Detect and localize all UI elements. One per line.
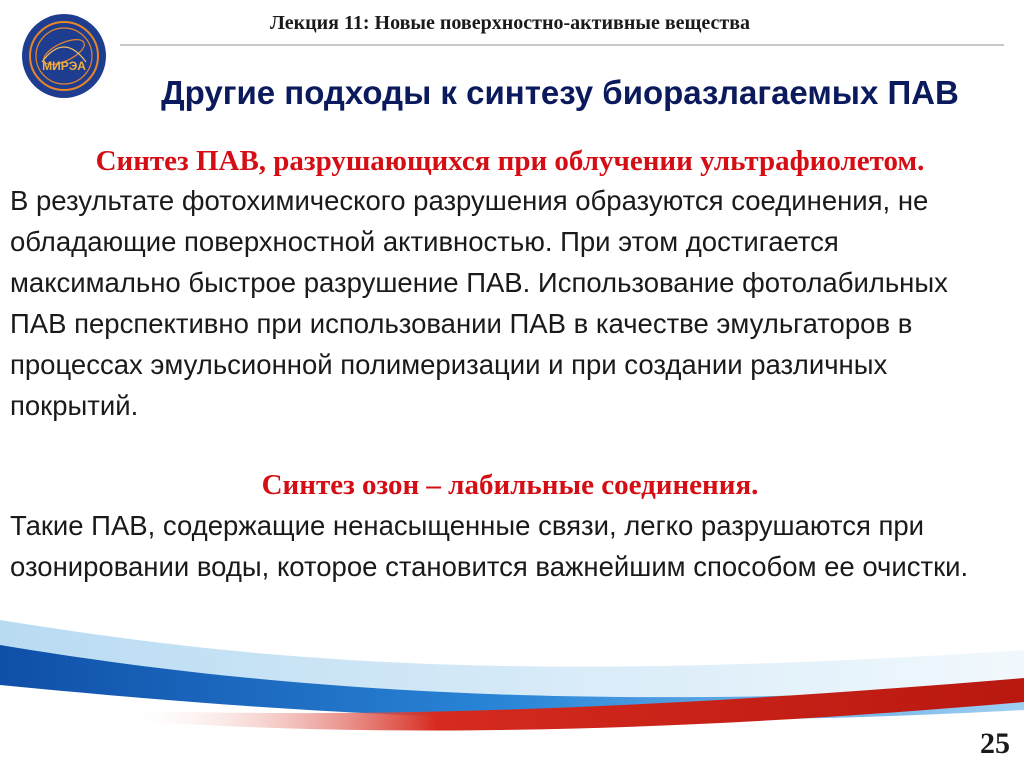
page-number: 25 [980, 727, 1010, 760]
section-heading: Синтез ПАВ, разрушающихся при облучении ультрафиолетом. [95, 145, 925, 177]
section-ozone-synthesis [10, 465, 1010, 587]
decorative-waves [0, 590, 1024, 767]
section-body: В результате фотохимического разрушения образуются соединения, не обладающие поверхностной активностью. При этом достигается максимально быстрое разрушение ПАВ. Использование фотолабильных ПАВ перспективно при использовании ПАВ в качестве эмульгаторов в процессах эмульсионной полимеризации и при создании различных покрытий. [10, 185, 948, 421]
header-divider [120, 44, 1004, 46]
slide-title: Другие подходы к синтезу биоразлагаемых ПАВ [161, 74, 959, 111]
section-body: Такие ПАВ, содержащие ненасыщенные связи, легко разрушаются при озонировании воды, которое становится важнейшим способом ее очистки. [10, 510, 969, 582]
section-heading: Синтез озон – лабильные соединения. [261, 469, 759, 501]
logo-text: МИРЭА [42, 59, 86, 73]
mirea-logo [20, 12, 108, 100]
section-uv-synthesis [10, 143, 1010, 426]
lecture-title: Лекция 11: Новые поверхностно-активные вещества [269, 12, 751, 34]
